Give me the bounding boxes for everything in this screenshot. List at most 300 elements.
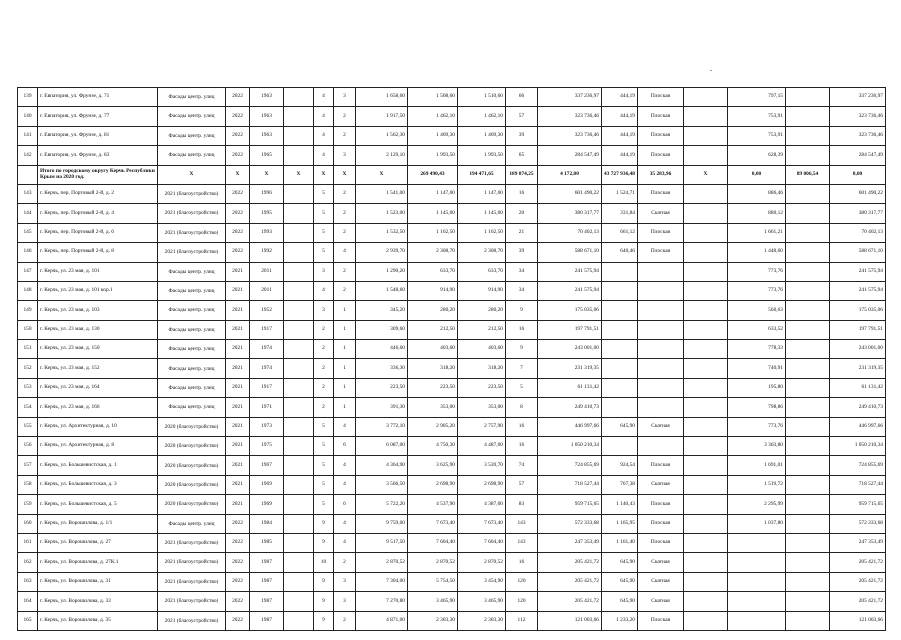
build-year: 1971 [250, 398, 284, 417]
blank-cell [684, 398, 728, 417]
build-year: 1992 [250, 243, 284, 262]
row-number: 149 [18, 301, 38, 320]
total-cost: 231 319,35 [830, 359, 886, 378]
owner-area: 4 387,00 [458, 495, 506, 514]
residents: 66 [506, 88, 538, 107]
table-row [18, 262, 886, 281]
owner-area: 7 673,40 [458, 514, 506, 533]
unit-cost [602, 281, 638, 300]
entrances: 1 [334, 340, 356, 359]
total-area: 7 304,00 [356, 572, 408, 591]
plan-year: 2021 [226, 262, 250, 281]
unit-cost [602, 398, 638, 417]
work-type: 2021 (благоустройство) [158, 223, 226, 242]
blank-cell [684, 204, 728, 223]
cost-per-sqm: 773,76 [728, 281, 786, 300]
address: г. Керчь, пер. Портовый 2-й, д. 8 [38, 243, 158, 262]
entrances: 3 [334, 88, 356, 107]
floors: 2 [314, 320, 334, 339]
total-area: 1 290,20 [356, 262, 408, 281]
owner-area: 3 465,90 [458, 592, 506, 611]
floors: 5 [314, 475, 334, 494]
floors: 5 [314, 184, 334, 203]
residents: 16 [506, 437, 538, 456]
living-area: 5 754,50 [408, 572, 458, 591]
table-row [18, 184, 886, 203]
owner-area: 3 454,90 [458, 572, 506, 591]
address: г. Керчь, ул. 23 мая, д. 166 [38, 398, 158, 417]
floors: 4 [314, 88, 334, 107]
work-type: Фасады центр. улиц [158, 126, 226, 145]
living-area: 3 465,90 [408, 592, 458, 611]
address: г. Керчь, ул. 23 мая, д. 101 [38, 262, 158, 281]
work-type: 2021 (благоустройство) [158, 243, 226, 262]
blank-cell [786, 281, 830, 300]
blank-cell [284, 533, 314, 552]
entrances: 2 [334, 223, 356, 242]
total-area: 336,30 [356, 359, 408, 378]
work-type: 2021 (благоустройство) [158, 204, 226, 223]
table-row [18, 533, 886, 552]
plan-year: 2021 [226, 417, 250, 436]
row-number: 161 [18, 533, 38, 552]
summary-cell: X [284, 165, 314, 184]
total-area: 309,60 [356, 320, 408, 339]
blank-cell [684, 475, 728, 494]
blank-cell [684, 456, 728, 475]
living-area: 2 308,70 [408, 243, 458, 262]
unit-cost: 444,19 [602, 88, 638, 107]
blank-cell [684, 359, 728, 378]
residents: 21 [506, 223, 538, 242]
work-type: Фасады центр. улиц [158, 378, 226, 397]
repair-cost: 205 421,72 [538, 572, 602, 591]
floors: 4 [314, 107, 334, 126]
cost-per-sqm: 1 519,72 [728, 475, 786, 494]
floors: 9 [314, 572, 334, 591]
total-cost: 323 736,46 [830, 107, 886, 126]
repair-cost: 61 131,42 [538, 378, 602, 397]
blank-cell [284, 475, 314, 494]
unit-cost: 1 165,95 [602, 514, 638, 533]
plan-year: 2022 [226, 572, 250, 591]
plan-year: 2021 [226, 495, 250, 514]
work-type: 2020 (благоустройство) [158, 456, 226, 475]
owner-area: 1 145,00 [458, 204, 506, 223]
residents: 8 [506, 398, 538, 417]
blank-cell [684, 184, 728, 203]
entrances: 4 [334, 475, 356, 494]
living-area: 7 604,40 [408, 533, 458, 552]
build-year: 2011 [250, 262, 284, 281]
unit-cost [602, 378, 638, 397]
build-year: 1974 [250, 359, 284, 378]
plan-year: 2021 [226, 359, 250, 378]
blank-cell [284, 456, 314, 475]
table-row [18, 301, 886, 320]
unit-cost [602, 262, 638, 281]
work-type: Фасады центр. улиц [158, 320, 226, 339]
address: г. Керчь, пер. Портовый 2-й, д. 2 [38, 184, 158, 203]
build-year: 1987 [250, 592, 284, 611]
entrances: 1 [334, 378, 356, 397]
roof-type: Плоская [638, 107, 684, 126]
row-number: 164 [18, 592, 38, 611]
cost-per-sqm: 560,63 [728, 301, 786, 320]
build-year: 1987 [250, 553, 284, 572]
cost-per-sqm [728, 553, 786, 572]
work-type: Фасады центр. улиц [158, 262, 226, 281]
plan-year: 2021 [226, 301, 250, 320]
unit-cost: 767,38 [602, 475, 638, 494]
summary-cell: 0,00 [728, 165, 786, 184]
floors: 4 [314, 146, 334, 165]
residents: 20 [506, 204, 538, 223]
floors: 5 [314, 456, 334, 475]
address: г. Евпатория, ул. Фрунзе, д. 83 [38, 146, 158, 165]
row-number: 150 [18, 320, 38, 339]
blank-cell [684, 223, 728, 242]
work-type: 2021 (благоустройство) [158, 572, 226, 591]
unit-cost: 645,90 [602, 553, 638, 572]
total-cost: 249 410,73 [830, 398, 886, 417]
table-row [18, 223, 886, 242]
blank-cell [284, 184, 314, 203]
blank-cell [684, 262, 728, 281]
roof-type [638, 301, 684, 320]
address: г. Евпатория, ул. Фрунзе, д. 81 [38, 126, 158, 145]
repair-cost: 241 575,94 [538, 281, 602, 300]
entrances: 4 [334, 243, 356, 262]
floors: 2 [314, 340, 334, 359]
plan-year: 2022 [226, 126, 250, 145]
work-type: 2020 (благоустройство) [158, 417, 226, 436]
residents: 112 [506, 611, 538, 630]
cost-per-sqm: 1 448,60 [728, 243, 786, 262]
roof-type: Скатная [638, 553, 684, 572]
blank-cell [284, 262, 314, 281]
address: г. Керчь, пер. Портовый 2-й, д. 6 [38, 223, 158, 242]
repair-cost: 1 050 210,34 [538, 437, 602, 456]
total-cost: 205 421,72 [830, 553, 886, 572]
unit-cost [602, 437, 638, 456]
repair-cost: 323 736,46 [538, 126, 602, 145]
address: г. Керчь, ул. Ворошилова, д. 33 [38, 592, 158, 611]
entrances: 1 [334, 398, 356, 417]
build-year: 1985 [250, 533, 284, 552]
summary-cell: 35 283,96 [638, 165, 684, 184]
summary-cell: 0,00 [830, 165, 886, 184]
total-cost: 724 855,69 [830, 456, 886, 475]
floors: 5 [314, 223, 334, 242]
blank-cell [684, 301, 728, 320]
blank-cell [786, 456, 830, 475]
entrances: 3 [334, 572, 356, 591]
owner-area: 4 487,00 [458, 437, 506, 456]
total-cost: 323 736,46 [830, 126, 886, 145]
blank-cell [284, 223, 314, 242]
summary-cell: 43 727 936,48 [602, 165, 638, 184]
build-year: 2011 [250, 281, 284, 300]
blank-cell [18, 165, 38, 184]
blank-cell [684, 126, 728, 145]
entrances: 6 [334, 495, 356, 514]
entrances: 4 [334, 456, 356, 475]
roof-type [638, 398, 684, 417]
owner-area: 1 469,30 [458, 126, 506, 145]
plan-year: 2021 [226, 398, 250, 417]
floors: 9 [314, 514, 334, 533]
plan-year: 2021 [226, 320, 250, 339]
blank-cell [284, 107, 314, 126]
blank-cell [684, 320, 728, 339]
address: г. Керчь, ул. Ворошилова, д. 27 [38, 533, 158, 552]
entrances: 2 [334, 262, 356, 281]
blank-cell [786, 359, 830, 378]
entrances: 3 [334, 592, 356, 611]
living-area: 1 993,50 [408, 146, 458, 165]
living-area: 1 462,10 [408, 107, 458, 126]
living-area: 633,70 [408, 262, 458, 281]
repair-cost: 284 547,49 [538, 146, 602, 165]
unit-cost: 645,90 [602, 572, 638, 591]
summary-cell: X [314, 165, 334, 184]
repair-cost: 323 736,46 [538, 107, 602, 126]
total-area: 1 532,50 [356, 223, 408, 242]
total-area: 1 562,30 [356, 126, 408, 145]
unit-cost: 924,54 [602, 456, 638, 475]
floors: 10 [314, 553, 334, 572]
repair-cost: 959 715,65 [538, 495, 602, 514]
roof-type: Плоская [638, 223, 684, 242]
blank-cell [684, 592, 728, 611]
build-year: 1963 [250, 88, 284, 107]
total-area: 446,60 [356, 340, 408, 359]
address: г. Керчь, ул. Ворошилова, д. 1/1 [38, 514, 158, 533]
address: г. Керчь, ул. Большевистская, д. 5 [38, 495, 158, 514]
repair-cost: 337 236,97 [538, 88, 602, 107]
build-year: 1952 [250, 301, 284, 320]
total-area: 7 270,80 [356, 592, 408, 611]
address: г. Керчь, ул. 23 мая, д. 130 [38, 320, 158, 339]
unit-cost: 444,19 [602, 146, 638, 165]
row-number: 143 [18, 184, 38, 203]
summary-cell: X [334, 165, 356, 184]
repair-cost: 121 003,66 [538, 611, 602, 630]
total-area: 1 548,60 [356, 281, 408, 300]
owner-area: 2 303,30 [458, 611, 506, 630]
blank-cell [786, 262, 830, 281]
build-year: 1917 [250, 320, 284, 339]
owner-area: 1 993,50 [458, 146, 506, 165]
blank-cell [786, 417, 830, 436]
table-row [18, 611, 886, 630]
work-type: Фасады центр. улиц [158, 107, 226, 126]
living-area: 2 870,52 [408, 553, 458, 572]
total-cost: 241 575,94 [830, 262, 886, 281]
total-cost: 446 997,66 [830, 417, 886, 436]
blank-cell [284, 572, 314, 591]
roof-type: Скатная [638, 204, 684, 223]
owner-area: 3 520,70 [458, 456, 506, 475]
repair-cost: 718 527,44 [538, 475, 602, 494]
blank-cell [284, 398, 314, 417]
blank-cell [284, 340, 314, 359]
plan-year: 2022 [226, 553, 250, 572]
summary-cell: 189 874,25 [506, 165, 538, 184]
total-area: 2 870,52 [356, 553, 408, 572]
floors: 9 [314, 592, 334, 611]
living-area: 1 508,60 [408, 88, 458, 107]
blank-cell [284, 514, 314, 533]
blank-cell [684, 340, 728, 359]
owner-area: 2 308,70 [458, 243, 506, 262]
repair-cost: 175 035,06 [538, 301, 602, 320]
roof-type [638, 340, 684, 359]
living-area: 1 162,50 [408, 223, 458, 242]
build-year: 1965 [250, 146, 284, 165]
floors: 5 [314, 437, 334, 456]
unit-cost: 645,90 [602, 592, 638, 611]
summary-cell: 89 006,54 [786, 165, 830, 184]
blank-cell [284, 204, 314, 223]
living-area: 7 673,40 [408, 514, 458, 533]
work-type: 2020 (благоустройство) [158, 495, 226, 514]
blank-cell [786, 495, 830, 514]
residents: 16 [506, 184, 538, 203]
floors: 5 [314, 417, 334, 436]
owner-area: 223,50 [458, 378, 506, 397]
blank-cell [284, 611, 314, 630]
repair-cost: 724 855,69 [538, 456, 602, 475]
build-year: 1963 [250, 126, 284, 145]
total-cost: 337 236,97 [830, 88, 886, 107]
cost-per-sqm: 880,12 [728, 204, 786, 223]
owner-area: 914,90 [458, 281, 506, 300]
table-body [18, 88, 886, 631]
residents: 5 [506, 378, 538, 397]
residents: 65 [506, 146, 538, 165]
table-row [18, 281, 886, 300]
residents: 120 [506, 572, 538, 591]
residents: 7 [506, 359, 538, 378]
residents: 16 [506, 320, 538, 339]
unit-cost: 645,90 [602, 417, 638, 436]
build-year: 1996 [250, 184, 284, 203]
floors: 4 [314, 281, 334, 300]
unit-cost: 1 161,40 [602, 533, 638, 552]
total-area: 223,50 [356, 378, 408, 397]
unit-cost: 661,12 [602, 223, 638, 242]
table-row [18, 88, 886, 107]
unit-cost [602, 340, 638, 359]
plan-year: 2022 [226, 611, 250, 630]
entrances: 2 [334, 553, 356, 572]
cost-per-sqm: 1 691,01 [728, 456, 786, 475]
plan-year: 2022 [226, 88, 250, 107]
address: г. Керчь, ул. 23 мая, д. 103 [38, 301, 158, 320]
repair-cost: 70 402,13 [538, 223, 602, 242]
living-area: 1 145,00 [408, 204, 458, 223]
owner-area: 403,60 [458, 340, 506, 359]
blank-cell [284, 378, 314, 397]
blank-cell [786, 146, 830, 165]
total-cost: 718 527,44 [830, 475, 886, 494]
blank-cell [786, 243, 830, 262]
blank-cell [786, 572, 830, 591]
address: г. Керчь, ул. Ворошилова, д. 31 [38, 572, 158, 591]
repair-cost: 572 333,68 [538, 514, 602, 533]
build-year: 1963 [250, 107, 284, 126]
build-year: 1993 [250, 223, 284, 242]
blank-cell [684, 146, 728, 165]
work-type: Фасады центр. улиц [158, 88, 226, 107]
residents: 120 [506, 592, 538, 611]
total-area: 3 566,50 [356, 475, 408, 494]
blank-cell [786, 204, 830, 223]
work-type: 2020 (благоустройство) [158, 437, 226, 456]
roof-type: Плоская [638, 514, 684, 533]
table-row [18, 320, 886, 339]
table-row [18, 398, 886, 417]
total-cost: 380 317,77 [830, 204, 886, 223]
blank-cell [284, 301, 314, 320]
plan-year: 2022 [226, 533, 250, 552]
cost-per-sqm: 773,76 [728, 262, 786, 281]
living-area: 403,60 [408, 340, 458, 359]
summary-cell: 269 490,43 [408, 165, 458, 184]
living-area: 914,90 [408, 281, 458, 300]
plan-year: 2021 [226, 378, 250, 397]
plan-year: 2022 [226, 184, 250, 203]
cost-per-sqm: 778,33 [728, 340, 786, 359]
work-type: 2021 (благоустройство) [158, 553, 226, 572]
residents: 34 [506, 262, 538, 281]
total-area: 4 364,90 [356, 456, 408, 475]
repair-cost: 205 421,72 [538, 553, 602, 572]
row-number: 156 [18, 437, 38, 456]
entrances: 2 [334, 107, 356, 126]
total-cost: 601 490,22 [830, 184, 886, 203]
total-cost: 572 333,68 [830, 514, 886, 533]
cost-per-sqm: 797,15 [728, 88, 786, 107]
roof-type: Плоская [638, 495, 684, 514]
address: г. Керчь, ул. Архитектурная, д. 10 [38, 417, 158, 436]
blank-cell [284, 281, 314, 300]
plan-year: 2021 [226, 456, 250, 475]
summary-cell: X [226, 165, 250, 184]
blank-cell [786, 320, 830, 339]
blank-cell [684, 572, 728, 591]
row-number: 144 [18, 204, 38, 223]
roof-type [638, 359, 684, 378]
build-year: 1969 [250, 495, 284, 514]
row-number: 147 [18, 262, 38, 281]
cost-per-sqm: 1 037,80 [728, 514, 786, 533]
floors: 3 [314, 301, 334, 320]
entrances: 4 [334, 514, 356, 533]
total-area: 9 759,00 [356, 514, 408, 533]
row-number: 163 [18, 572, 38, 591]
residents: 143 [506, 514, 538, 533]
table-row [18, 592, 886, 611]
total-cost: 205 421,72 [830, 572, 886, 591]
total-area: 9 517,50 [356, 533, 408, 552]
blank-cell [786, 553, 830, 572]
living-area: 4 537,90 [408, 495, 458, 514]
blank-cell [684, 378, 728, 397]
table-row [18, 514, 886, 533]
